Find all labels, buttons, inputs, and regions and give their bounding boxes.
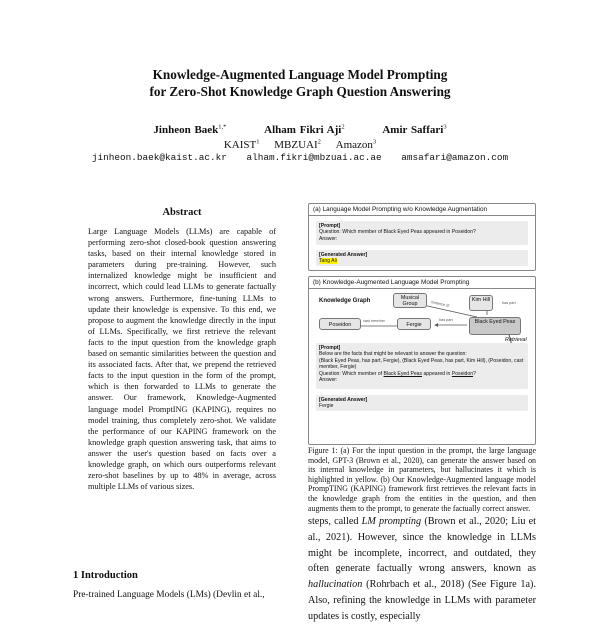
edge-label-has-part: has part xyxy=(439,318,453,322)
retrieved-facts: (Black Eyed Peas, has part, Fergie), (Black Eyed Peas, has part, Kim Hill), (Poseidon, cast member, Fergie) xyxy=(319,357,524,371)
generated-answer-label: [Generated Answer] xyxy=(319,252,368,258)
panel-b-prompt-box xyxy=(316,343,528,389)
figure-1 xyxy=(308,203,536,443)
panel-b-answer-box xyxy=(316,395,528,411)
author: Amir Saffari$^3$ xyxy=(382,123,447,136)
prompt-question: Question: Which member of Black Eyed Peas appeared in Poseidon? xyxy=(319,370,476,377)
edge-label-instance-of: instance of xyxy=(430,300,450,308)
panel-a-title: (a) Language Model Prompting w/o Knowledge Augmentation xyxy=(309,204,535,216)
retrieval-label: Retrieval xyxy=(505,337,527,343)
kg-node-poseidon: Poseidon xyxy=(319,318,361,330)
paper-title xyxy=(0,66,600,100)
author: Jinheon Baek$^{1,*}$ xyxy=(153,123,227,136)
introduction-first-line: Pre-trained Language Models (LMs) (Devlin et al., xyxy=(73,590,265,600)
affiliation-list xyxy=(0,138,600,151)
affiliation: Amazon$^3$ xyxy=(335,138,377,151)
hallucinated-answer: Tang Ali xyxy=(319,258,337,265)
prompt-label: [Prompt] xyxy=(319,223,341,229)
kg-node-black-eyed-peas: Black Eyed Peas xyxy=(469,317,521,335)
panel-a-answer-box xyxy=(316,250,528,266)
prompt-intro: Below are the facts that might be relevant to answer the question: xyxy=(319,351,467,358)
affiliation: MBZUAI$^2$ xyxy=(274,138,321,151)
title-line-2: for Zero-Shot Knowledge Graph Question Answering xyxy=(149,84,451,99)
figure-caption: Figure 1: (a) For the input question in the prompt, the large language model, GPT-3 (Brown et al., 2020), can generate the answer based on its internal knowledge in parameters, but hallucinates it which is highlighted in yellow. (b) Our Knowledge-Augmented language model PrompTING (KAPING) framework first retrieves the relevant facts in the knowledge graph from the entities in the question, and then augments them to the prompt, to generate the factually correct answer. xyxy=(308,446,536,513)
title-line-1: Knowledge-Augmented Language Model Prompting xyxy=(152,67,448,82)
abstract-text: Large Language Models (LLMs) are capable of performing zero-shot closed-book question answering tasks, based on their internal knowledge stored in parameters during pre-training. However, such internalized knowledge might be insufficient and incorrect, which could lead LLMs to generate factually wrong answers. Furthermore, fine-tuning LLMs to update their knowledge is expensive. To this end, we propose to augment the knowledge directly in the input of LLMs. Specifically, we first retrieve the relevant facts to the input question from the knowledge graph based on semantic similarities between the question and its associated facts. After that, we prepend the retrieved facts to the input question in the form of the prompt, which is then forwarded to LLMs to generate the answer. Our framework, Knowledge-Augmented language model PromptING (KAPING), requires no model training, thus completely zero-shot. We validate the performance of our KAPING framework on the knowledge graph question answering task, that aims to answer the user's question based on facts over a knowledge graph, on which ours outperforms relevant zero-shot baselines by up to 48% in average, across multiple LLMs of various sizes. xyxy=(88,227,276,492)
panel-a xyxy=(308,203,536,271)
prompt-label: [Prompt] xyxy=(319,345,341,351)
kg-node-musical-group: Musical Group xyxy=(393,293,427,308)
panel-b xyxy=(308,276,536,445)
panel-b-title: (b) Knowledge-Augmented Language Model Prompting xyxy=(309,277,535,289)
answer-label: Answer: xyxy=(319,377,338,384)
affiliation: KAIST$^1$ xyxy=(223,138,260,151)
abstract-heading: Abstract xyxy=(162,207,202,218)
email-list xyxy=(0,152,600,163)
email: jinheon.baek@kaist.ac.kr xyxy=(91,152,227,163)
body-text-column-2: steps, called LM prompting (Brown et al., 2020; Liu et al., 2021). However, since the knowledge in LLMs might be incomplete, incorrect, and outdated, they often generate factually wrong answers, known as hallucination (Rohrbach et al., 2018) (See Figure 1a). Also, refining the knowledge in LLMs with parameter updates is costly, especially xyxy=(308,516,536,622)
answer-label: Answer: xyxy=(319,235,338,242)
knowledge-graph-label: Knowledge Graph xyxy=(319,298,371,304)
edge-label-has-part-2: has part xyxy=(502,301,516,305)
email: alham.fikri@mbzuai.ac.ae xyxy=(246,152,382,163)
author-list xyxy=(0,123,600,136)
kg-node-fergie: Fergie xyxy=(397,318,431,330)
section-heading-introduction: 1 Introduction xyxy=(73,570,138,581)
edge-label-cast-member: cast member xyxy=(363,319,385,323)
author: Alham Fikri Aji$^2$ xyxy=(264,123,345,136)
panel-a-prompt-box xyxy=(316,221,528,245)
correct-answer: Fergie xyxy=(319,403,334,410)
kg-node-kim-hill: Kim Hill xyxy=(469,295,493,311)
generated-answer-label: [Generated Answer] xyxy=(319,397,368,403)
prompt-question: Question: Which member of Black Eyed Peas appeared in Poseidon? xyxy=(319,229,476,236)
email: amsafari@amazon.com xyxy=(401,152,509,163)
